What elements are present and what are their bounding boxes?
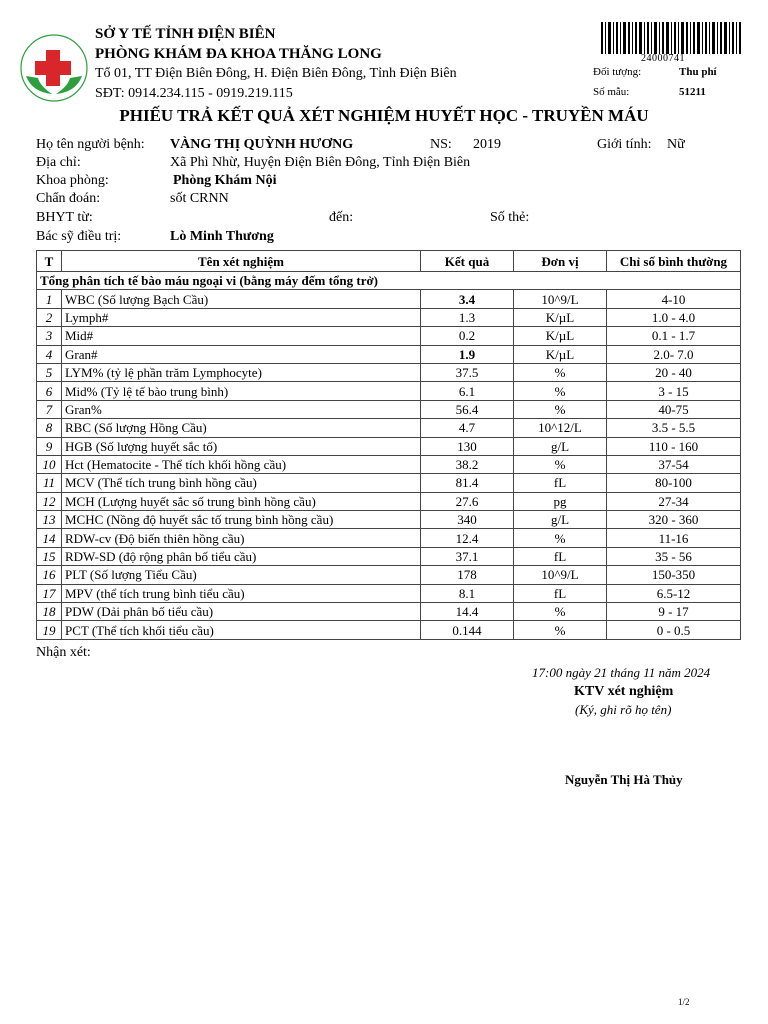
results-table (36, 250, 741, 640)
row-unit: fL (514, 474, 607, 492)
row-result: 56.4 (421, 400, 514, 418)
row-index: 10 (37, 455, 62, 473)
row-index: 6 (37, 382, 62, 400)
org-phone: SĐT: 0914.234.115 - 0919.219.115 (95, 86, 293, 101)
diagnosis-label: Chẩn đoán: (36, 191, 101, 206)
row-test-name: MPV (thể tích trung bình tiểu cầu) (62, 584, 421, 602)
row-test-name: MCHC (Nồng độ huyết sắc tố trung bình hồng cầu) (62, 511, 421, 529)
row-result: 27.6 (421, 492, 514, 510)
patient-name: VÀNG THỊ QUỲNH HƯƠNG (170, 137, 354, 152)
birth-year-label: NS: (430, 137, 452, 152)
table-row (37, 529, 741, 547)
birth-year: 2019 (473, 137, 501, 152)
row-index: 12 (37, 492, 62, 510)
section-row (37, 272, 741, 290)
row-normal-range: 3 - 15 (607, 382, 741, 400)
row-result: 12.4 (421, 529, 514, 547)
row-unit: % (514, 363, 607, 381)
row-normal-range: 0.1 - 1.7 (607, 327, 741, 345)
row-normal-range: 20 - 40 (607, 363, 741, 381)
report-datetime: 17:00 ngày 21 tháng 11 năm 2024 (532, 665, 711, 680)
row-result: 6.1 (421, 382, 514, 400)
patient-address: Xã Phì Nhừ, Huyện Điện Biên Đông, Tỉnh Điện Biên (170, 155, 471, 170)
report-title: PHIẾU TRẢ KẾT QUẢ XÉT NGHIỆM HUYẾT HỌC - TRUYỀN MÁU (119, 106, 649, 125)
row-index: 3 (37, 327, 62, 345)
row-test-name: Hct (Hematocite - Thể tích khối hồng cầu) (62, 455, 421, 473)
address-label: Địa chỉ: (36, 155, 81, 170)
table-row (37, 547, 741, 565)
table-row (37, 511, 741, 529)
table-row (37, 327, 741, 345)
row-result: 3.4 (421, 290, 514, 308)
row-test-name: WBC (Số lượng Bạch Cầu) (62, 290, 421, 308)
table-row (37, 566, 741, 584)
table-row (37, 400, 741, 418)
row-normal-range: 27-34 (607, 492, 741, 510)
doi-tuong-label: Đối tượng: (593, 66, 642, 78)
row-index: 14 (37, 529, 62, 547)
table-row (37, 455, 741, 473)
org-line-1: SỞ Y TẾ TỈNH ĐIỆN BIÊN (95, 26, 276, 42)
row-unit: fL (514, 584, 607, 602)
diagnosis: sốt CRNN (170, 191, 229, 206)
doctor-name: Lò Minh Thương (170, 229, 274, 244)
row-normal-range: 150-350 (607, 566, 741, 584)
patient-name-label: Họ tên người bệnh: (36, 137, 145, 152)
row-unit: pg (514, 492, 607, 510)
row-normal-range: 37-54 (607, 455, 741, 473)
row-test-name: Lymph# (62, 308, 421, 326)
row-normal-range: 1.0 - 4.0 (607, 308, 741, 326)
row-result: 0.144 (421, 621, 514, 639)
row-unit: 10^9/L (514, 290, 607, 308)
col-header-unit: Đơn vị (514, 251, 607, 272)
row-normal-range: 320 - 360 (607, 511, 741, 529)
row-unit: fL (514, 547, 607, 565)
row-normal-range: 9 - 17 (607, 603, 741, 621)
row-result: 8.1 (421, 584, 514, 602)
row-index: 13 (37, 511, 62, 529)
note-label: Nhận xét: (36, 645, 91, 660)
row-test-name: Gran% (62, 400, 421, 418)
card-number-label: Số thẻ: (490, 210, 530, 225)
row-result: 1.3 (421, 308, 514, 326)
row-unit: % (514, 621, 607, 639)
row-test-name: Mid# (62, 327, 421, 345)
signer-name: Nguyễn Thị Hà Thủy (565, 772, 683, 787)
row-result: 4.7 (421, 419, 514, 437)
org-line-2: PHÒNG KHÁM ĐA KHOA THĂNG LONG (95, 46, 382, 62)
row-test-name: RDW-cv (Độ biến thiên hồng cầu) (62, 529, 421, 547)
col-header-normal-range: Chỉ số bình thường (607, 251, 741, 272)
row-unit: 10^9/L (514, 566, 607, 584)
table-row (37, 419, 741, 437)
bhyt-label: BHYT từ: (36, 210, 93, 225)
row-test-name: RDW-SD (độ rộng phân bố tiểu cầu) (62, 547, 421, 565)
row-unit: % (514, 382, 607, 400)
row-test-name: RBC (Số lượng Hồng Cầu) (62, 419, 421, 437)
barcode-number: 24000741 (641, 53, 685, 64)
row-test-name: Mid% (Tỷ lệ tế bào trung bình) (62, 382, 421, 400)
row-result: 14.4 (421, 603, 514, 621)
table-row (37, 474, 741, 492)
table-row (37, 308, 741, 326)
barcode-icon (601, 22, 741, 54)
row-unit: 10^12/L (514, 419, 607, 437)
doi-tuong-value: Thu phí (679, 66, 717, 78)
row-test-name: LYM% (tỷ lệ phần trăm Lymphocyte) (62, 363, 421, 381)
table-row (37, 363, 741, 381)
row-result: 0.2 (421, 327, 514, 345)
row-index: 8 (37, 419, 62, 437)
section-title: Tổng phân tích tế bào máu ngoại vi (bằng máy đếm tổng trở) (37, 272, 741, 290)
row-normal-range: 110 - 160 (607, 437, 741, 455)
table-row (37, 603, 741, 621)
row-test-name: PDW (Dải phân bố tiểu cầu) (62, 603, 421, 621)
so-mau-label: Số mẫu: (593, 86, 630, 98)
row-unit: % (514, 603, 607, 621)
so-mau-value: 51211 (679, 86, 706, 98)
table-row (37, 621, 741, 639)
table-row (37, 290, 741, 308)
row-normal-range: 4-10 (607, 290, 741, 308)
row-test-name: Gran# (62, 345, 421, 363)
gender-label: Giới tính: (597, 137, 652, 152)
row-unit: % (514, 455, 607, 473)
row-unit: g/L (514, 437, 607, 455)
ktv-title: KTV xét nghiệm (574, 684, 674, 699)
row-result: 130 (421, 437, 514, 455)
bhyt-to-label: đến: (329, 210, 354, 225)
row-normal-range: 11-16 (607, 529, 741, 547)
row-unit: g/L (514, 511, 607, 529)
dept-label: Khoa phòng: (36, 173, 109, 188)
row-normal-range: 6.5-12 (607, 584, 741, 602)
row-result: 340 (421, 511, 514, 529)
row-result: 178 (421, 566, 514, 584)
row-index: 16 (37, 566, 62, 584)
row-unit: K/µL (514, 327, 607, 345)
table-row (37, 345, 741, 363)
row-result: 37.1 (421, 547, 514, 565)
row-result: 81.4 (421, 474, 514, 492)
table-row (37, 437, 741, 455)
doctor-label: Bác sỹ điều trị: (36, 229, 122, 244)
org-address: Tổ 01, TT Điện Biên Đông, H. Điện Biên Đông, Tỉnh Điện Biên (95, 66, 457, 81)
page-number: 1/2 (678, 997, 690, 1007)
clinic-logo-icon (18, 32, 90, 104)
table-row (37, 382, 741, 400)
row-test-name: HGB (Số lượng huyết sắc tố) (62, 437, 421, 455)
table-header-row (37, 251, 741, 272)
row-result: 1.9 (421, 345, 514, 363)
row-unit: % (514, 400, 607, 418)
row-index: 11 (37, 474, 62, 492)
row-normal-range: 40-75 (607, 400, 741, 418)
row-unit: % (514, 529, 607, 547)
row-test-name: PCT (Thể tích khối tiểu cầu) (62, 621, 421, 639)
row-index: 2 (37, 308, 62, 326)
table-row (37, 492, 741, 510)
row-index: 18 (37, 603, 62, 621)
row-test-name: PLT (Số lượng Tiểu Cầu) (62, 566, 421, 584)
row-normal-range: 2.0- 7.0 (607, 345, 741, 363)
row-index: 1 (37, 290, 62, 308)
row-index: 19 (37, 621, 62, 639)
row-index: 5 (37, 363, 62, 381)
col-header-index: T (37, 251, 62, 272)
table-row (37, 584, 741, 602)
col-header-test-name: Tên xét nghiệm (62, 251, 421, 272)
row-index: 7 (37, 400, 62, 418)
row-normal-range: 80-100 (607, 474, 741, 492)
row-index: 4 (37, 345, 62, 363)
row-normal-range: 0 - 0.5 (607, 621, 741, 639)
row-index: 17 (37, 584, 62, 602)
sign-hint: (Ký, ghi rõ họ tên) (575, 702, 672, 717)
row-result: 37.5 (421, 363, 514, 381)
row-normal-range: 35 - 56 (607, 547, 741, 565)
department: Phòng Khám Nội (173, 173, 277, 188)
row-index: 9 (37, 437, 62, 455)
row-unit: K/µL (514, 308, 607, 326)
row-normal-range: 3.5 - 5.5 (607, 419, 741, 437)
row-index: 15 (37, 547, 62, 565)
col-header-result: Kết quả (421, 251, 514, 272)
row-result: 38.2 (421, 455, 514, 473)
row-test-name: MCV (Thể tích trung bình hồng cầu) (62, 474, 421, 492)
row-unit: K/µL (514, 345, 607, 363)
gender: Nữ (667, 137, 685, 152)
row-test-name: MCH (Lượng huyết sắc số trung bình hồng cầu) (62, 492, 421, 510)
